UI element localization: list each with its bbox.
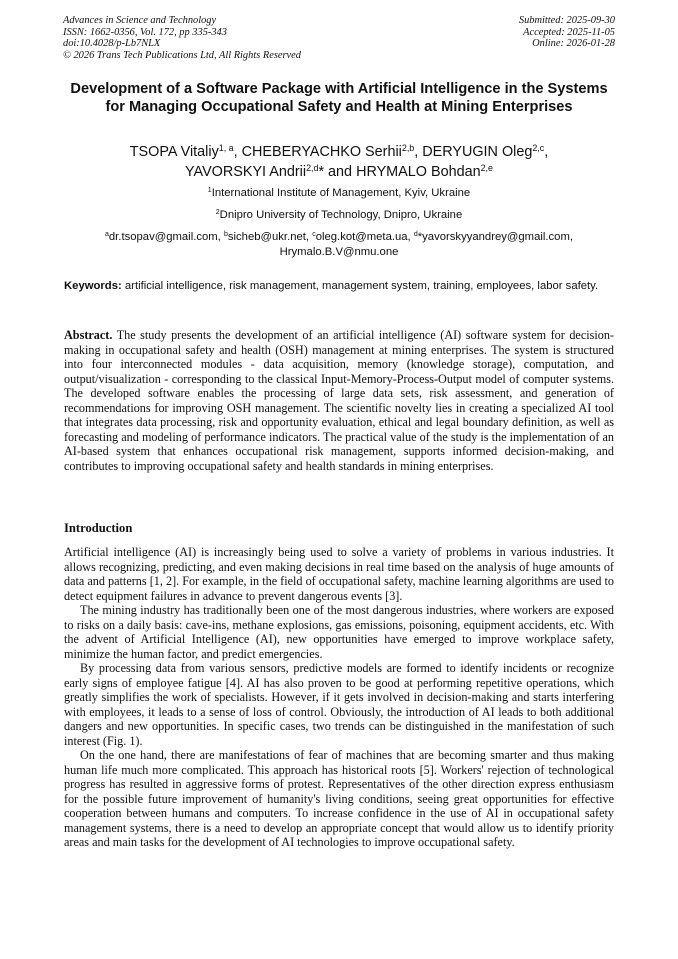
email-sup: a bbox=[104, 231, 109, 239]
journal-issn: ISSN: 1662-0356, Vol. 172, pp 335-343 bbox=[63, 26, 227, 38]
journal-copyright: © 2026 Trans Tech Publications Ltd, All Rights Reserved bbox=[63, 49, 301, 61]
author-sep: , bbox=[233, 144, 242, 160]
author-sup: 2,d bbox=[306, 162, 319, 173]
email-link[interactable]: oleg.kot@meta.ua, bbox=[315, 231, 414, 243]
email-link[interactable]: *yavorskyyandrey@gmail.com, bbox=[417, 231, 573, 243]
submitted-date: Submitted: 2025-09-30 bbox=[518, 15, 615, 26]
author-sep: * and bbox=[318, 163, 357, 180]
abstract bbox=[64, 328, 614, 473]
paper-title: Development of a Software Package with Artificial Intelligence in the Systems for Managing Occupational Safety and Health at Mining Enterprises bbox=[70, 81, 608, 116]
journal-info bbox=[63, 15, 301, 61]
author-sup: 2,e bbox=[480, 162, 493, 173]
author-name: YAVORSKYI Andrii bbox=[185, 163, 307, 180]
author-name: DERYUGIN Oleg bbox=[422, 144, 533, 160]
introduction-body bbox=[64, 545, 614, 850]
affiliation-sup: 2 bbox=[215, 209, 220, 217]
keywords bbox=[64, 279, 614, 294]
email-link[interactable]: sicheb@ukr.net, bbox=[227, 231, 313, 243]
author-sup: 2,b bbox=[401, 143, 415, 154]
affiliation-text: Dnipro University of Technology, Dnipro, Ukraine bbox=[219, 209, 463, 221]
affiliation-text: International Institute of Management, Kyiv, Ukraine bbox=[211, 187, 471, 199]
paragraph: By processing data from various sensors, predictive models are formed to identify incidents or recognize early signs of employee fatigue [4]. AI has also proven to be good at performing repetitive operations, which greatly simplifies the work of specialists. However, if it gets involved in decision-making and starts interfering with employees, it leads to a sense of loss of control. Obviously, the introduction of AI leads to both additional dangers and new opportunities. In specific cases, two trends can be distinguished in the manifestation of such interest (Fig. 1). bbox=[64, 661, 614, 748]
author-name: TSOPA Vitaliy bbox=[129, 144, 219, 160]
email-sup: c bbox=[312, 231, 316, 239]
affiliation-sup: 1 bbox=[207, 187, 212, 195]
email-link[interactable]: dr.tsopav@gmail.com, bbox=[108, 231, 224, 243]
paragraph: The mining industry has traditionally been one of the most dangerous industries, where workers are exposed to risks on a daily basis: cave-ins, methane explosions, gas emissions, poisoning, equipment accidents, etc. With the advent of Artificial Intelligence (AI), new opportunities have emerged to improve workplace safety, minimize the human factor, and predict emergencies. bbox=[64, 603, 614, 661]
paragraph: On the one hand, there are manifestations of fear of machines that are becoming smarter and thus making human life much more complicated. This approach has historical roots [5]. Workers' rejection of technological progress has resulted in aggressive forms of protest. Representatives of the other direction express enthusiasm for the possible future improvement of humanity's living conditions, seeing great opportunities for effective cooperation between humans and computers. To increase confidence in the use of AI in occupational safety management systems, there is a need to develop an appropriate concept that would allow us to identify priority areas and main tasks for the development of AI technologies to improve occupational safety. bbox=[64, 748, 614, 849]
email-link[interactable]: Hrymalo.B.V@nmu.one bbox=[279, 246, 399, 258]
online-date: Online: 2026-01-28 bbox=[532, 38, 615, 50]
accepted-date: Accepted: 2025-11-05 bbox=[523, 26, 615, 38]
journal-doi: doi:10.4028/p-Lb7NLX bbox=[63, 38, 161, 50]
author-emails bbox=[64, 230, 614, 260]
journal-name: Advances in Science and Technology bbox=[63, 15, 217, 26]
email-sup: b bbox=[223, 231, 228, 239]
abstract-label: Abstract. bbox=[64, 328, 113, 342]
email-sup: d bbox=[413, 231, 418, 239]
author-name: CHEBERYACHKO Serhii bbox=[241, 144, 402, 160]
keywords-text: artificial intelligence, risk management, management system, training, employees, labor safety. bbox=[121, 280, 599, 292]
affiliation-2 bbox=[64, 208, 614, 222]
author-sup: 2,c bbox=[532, 143, 545, 154]
paragraph: Artificial intelligence (AI) is increasingly being used to solve a variety of problems in various industries. It allows recognizing, predicting, and even making decisions in real time based on the analysis of huge amounts of data and patterns [1, 2]. For example, in the field of occupational safety, machine learning algorithms are used to detect equipment failures in advance to prevent dangerous events [3]. bbox=[64, 545, 614, 603]
author-sup: 1, a bbox=[218, 143, 234, 154]
keywords-label: Keywords: bbox=[64, 280, 122, 292]
publication-dates bbox=[519, 15, 615, 50]
author-sep: , bbox=[544, 144, 549, 160]
author-list bbox=[64, 143, 614, 182]
introduction-heading: Introduction bbox=[64, 521, 133, 535]
author-name: HRYMALO Bohdan bbox=[356, 163, 481, 180]
abstract-text: The study presents the development of an artificial intelligence (AI) software system for decision-making in occupational safety and health (OSH) management at mining enterprises. The system is structured into four interconnected modules - data acquisition, memory (knowledge storage), computation, and output/visualization - corresponding to the classical Input-Memory-Process-Output model of computer systems. The developed software enables the processing of large data sets, risk assessment, and generation of recommendations for improving OSH management. The scientific novelty lies in creating a specialized AI tool that integrates data processing, risk and opportunity evaluation, ethical and legal boundary definition, as well as forecasting and modeling of performance indicators. The practical value of the study is the implementation of an AI-based system that enhances occupational risk management, supports informed decision-making, and contributes to improving occupational safety and health standards in mining enterprises. bbox=[64, 328, 614, 473]
affiliation-1 bbox=[64, 186, 614, 200]
author-sep: , bbox=[414, 144, 423, 160]
